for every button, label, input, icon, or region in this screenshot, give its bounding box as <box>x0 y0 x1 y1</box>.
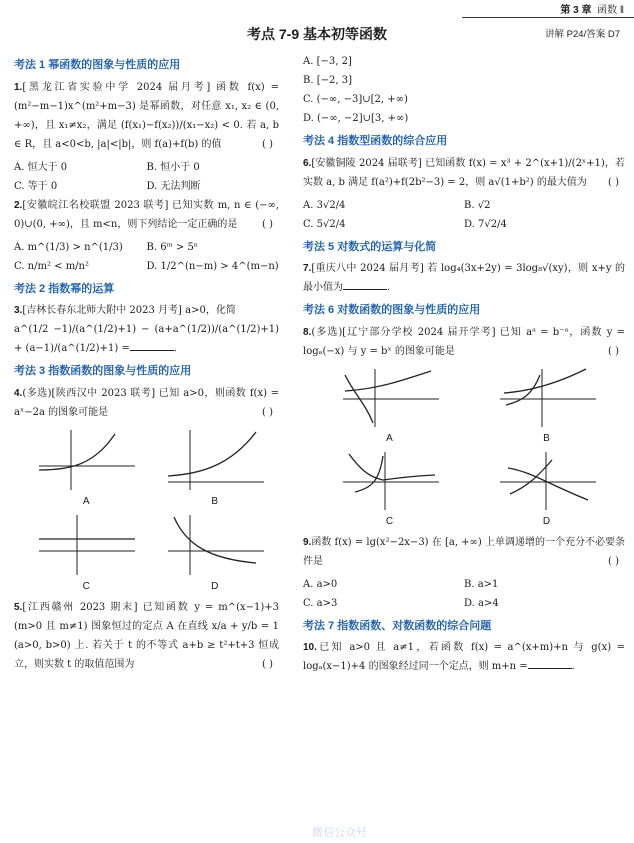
question-1-text: [黑龙江省实验中学 2024 届月考] 函数 f(x) = (m²−m−1)x^(m²+m−3) 是幂函数，对任意 x₁, x₂ ∈ (0, +∞)，且 x₁≠x₂，满足 (f(x₁)−f(x₂))/(x₁−x₂) < 0. 若 a, b ∈ R，且 a<0<b, |a|<|b|，则 f(a)+f(b) 的值 <box>14 81 279 150</box>
option-b: B. a>1 <box>464 578 499 590</box>
header-rule <box>462 17 634 18</box>
question-2: 2.[安徽皖江名校联盟 2023 联考] 已知实数 m, n ∈ (−∞, 0)∪(0, +∞)，且 m<n，则下列结论一定正确的是 ( ) <box>14 199 279 230</box>
section-heading-6: 考法 6 对数函数的图象与性质的应用 <box>303 304 481 316</box>
question-9-options <box>303 575 625 613</box>
right-column <box>303 52 625 680</box>
question-1: 1.[黑龙江省实验中学 2024 届月考] 函数 f(x) = (m²−m−1)x^(m²+m−3) 是幂函数，对任意 x₁, x₂ ∈ (0, +∞)，且 x₁≠x₂，满足 (f(x₁)−f(x₂))/(x₁−x₂) < 0. 若 a, b ∈ R，且 a<0<b, |a|<|b|，则 f(a)+f(b) 的值 ( ) <box>14 81 279 150</box>
question-4-graphs <box>22 426 279 594</box>
page-title: 考点 7-9 基本初等函数 <box>246 26 387 42</box>
question-7-text: [重庆八中 2024 届月考] 若 log₄(3x+2y) = 3log₈√(xy)，则 x+y 的最小值为 <box>303 263 625 293</box>
graph-a: A <box>311 365 468 446</box>
answer-blank <box>130 350 174 351</box>
watermark: 微信公众号 <box>312 826 367 839</box>
graph-a-plot <box>31 426 141 494</box>
question-1-options <box>14 158 279 196</box>
option-c: C. a>3 <box>303 597 338 609</box>
graph-c: C <box>22 511 151 594</box>
chapter-label: 第 3 章 <box>560 5 592 16</box>
option-c: C. 等于 0 <box>14 180 58 192</box>
section-heading-4: 考法 4 指数型函数的综合应用 <box>303 135 448 147</box>
question-3: 3.[吉林长春东北师大附中 2023 月考] a>0，化简 a^(1/2 −1)/(a^(1/2)+1) − (a+a^(1/2))/(a^(1/2)+1) + (a−1)/(a^(1/2)+1) = . <box>14 305 279 354</box>
question-9-text: 函数 f(x) = lg(x²−2x−3) 在 [a, +∞) 上单调递增的一个充分不必要条件是 <box>303 536 625 567</box>
question-3-expression: a^(1/2 −1)/(a^(1/2)+1) − (a+a^(1/2))/(a^(1/2)+1) + (a−1)/(a^(1/2)+1) = <box>14 324 279 354</box>
topic-label: 函数 <box>597 5 618 16</box>
graph-d: D <box>468 448 625 529</box>
question-5-options <box>303 52 625 128</box>
question-6-options <box>303 196 625 234</box>
option-b: B. √2 <box>464 199 491 211</box>
option-c: C. (−∞, −3]∪[2, +∞) <box>303 94 408 105</box>
question-10: 10.已知 a>0 且 a≠1，若函数 f(x) = a^(x+m)+n 与 g(x) = logₐ(x−1)+4 的图象经过同一个定点，则 m+n = . <box>303 642 625 672</box>
answer-blank <box>528 668 572 669</box>
question-2-options <box>14 238 279 276</box>
option-c: C. n/m² < m/n² <box>14 260 89 272</box>
graph-b: B <box>151 426 280 509</box>
question-8-graphs <box>311 365 625 529</box>
graph-d-plot <box>492 448 602 514</box>
option-d: D. 7√2/4 <box>464 218 507 230</box>
graph-a-plot <box>335 365 445 431</box>
section-heading-3: 考法 3 指数函数的图象与性质的应用 <box>14 365 192 377</box>
graph-c: C <box>311 448 468 529</box>
left-column <box>14 52 279 678</box>
graph-b-plot <box>160 426 270 494</box>
answer-blank <box>343 289 387 290</box>
question-5-text: [江西赣州 2023 期末] 已知函数 y = m^(x−1)+3 (m>0 且 m≠1) 图象恒过的定点 A 在直线 x/a + y/b = 1 (a>0, b>0) 上. 若关于 t 的不等式 a+b ≥ t²+t+3 恒成立，则实数 t 的取值范围为 <box>14 601 279 670</box>
question-8: 8.(多选)[辽宁部分学校 2024 届开学考] 已知 aᵃ = b⁻ᵃ，函数 y = logₐ(−x) 与 y = bˣ 的图象可能是 ( ) <box>303 326 625 357</box>
question-8-text: (多选)[辽宁部分学校 2024 届开学考] 已知 aᵃ = b⁻ᵃ，函数 y = logₐ(−x) 与 y = bˣ 的图象可能是 <box>303 326 625 357</box>
question-6: 6.[安徽铜陵 2024 届联考] 已知函数 f(x) = x³ + 2^(x+1)/(2ˣ+1)，若实数 a, b 满足 f(a²)+f(2b²−3) = 2，则 a√(1+b²) 的最大值为 ( ) <box>303 157 625 188</box>
option-d: D. (−∞, −2]∪[3, +∞) <box>303 113 409 124</box>
option-d: D. a>4 <box>464 597 499 609</box>
option-b: B. [−2, 3] <box>303 75 352 86</box>
question-2-text: [安徽皖江名校联盟 2023 联考] 已知实数 m, n ∈ (−∞, 0)∪(0, +∞)，且 m<n，则下列结论一定正确的是 <box>14 199 279 230</box>
option-d: D. 无法判断 <box>146 180 201 192</box>
graph-b: B <box>468 365 625 446</box>
section-heading-2: 考法 2 指数幂的运算 <box>14 282 115 295</box>
graph-a: A <box>22 426 151 509</box>
graph-c-plot <box>31 511 141 579</box>
question-10-text: 已知 a>0 且 a≠1，若函数 f(x) = a^(x+m)+n 与 g(x) = logₐ(x−1)+4 的图象经过同一个定点，则 m+n = <box>303 642 625 672</box>
question-4-text: (多选)[陕西汉中 2023 联考] 已知 a>0，则函数 f(x) = aˣ−2a 的图象可能是 <box>14 387 279 418</box>
graph-b-plot <box>492 365 602 431</box>
section-heading-5: 考法 5 对数式的运算与化简 <box>303 240 437 253</box>
option-a: A. 恒大于 0 <box>14 161 68 173</box>
page-header: 第 3 章 函数 ‖ <box>560 5 624 16</box>
graph-c-plot <box>335 448 445 514</box>
question-9: 9.函数 f(x) = lg(x²−2x−3) 在 [a, +∞) 上单调递增的一个充分不必要条件是 ( ) <box>303 536 625 567</box>
question-5: 5.[江西赣州 2023 期末] 已知函数 y = m^(x−1)+3 (m>0 且 m≠1) 图象恒过的定点 A 在直线 x/a + y/b = 1 (a>0, b>0) 上. 若关于 t 的不等式 a+b ≥ t²+t+3 恒成立，则实数 t 的取值范围为 ( ) <box>14 601 279 670</box>
option-b: B. 恒小于 0 <box>146 161 200 173</box>
option-a: A. 3√2/4 <box>303 199 346 211</box>
option-b: B. 6ᵐ > 5ⁿ <box>146 241 199 253</box>
answer-reference: 讲解 P24/答案 D7 <box>545 29 620 40</box>
graph-d-plot <box>160 511 270 579</box>
question-3-text: [吉林长春东北师大附中 2023 月考] a>0，化简 <box>22 305 236 316</box>
option-a: A. [−3, 2] <box>303 56 352 67</box>
question-6-text: [安徽铜陵 2024 届联考] 已知函数 f(x) = x³ + 2^(x+1)/(2ˣ+1)，若实数 a, b 满足 f(a²)+f(2b²−3) = 2，则 a√(1+b²) 的最大值为 <box>303 157 625 188</box>
question-4: 4.(多选)[陕西汉中 2023 联考] 已知 a>0，则函数 f(x) = aˣ−2a 的图象可能是 ( ) <box>14 387 279 418</box>
option-a: A. a>0 <box>303 578 338 590</box>
option-c: C. 5√2/4 <box>303 218 346 230</box>
graph-d: D <box>151 511 280 594</box>
section-heading-1: 考法 1 幂函数的图象与性质的应用 <box>14 59 181 71</box>
option-d: D. 1/2^(n−m) > 4^(m−n) <box>146 260 279 272</box>
question-7: 7.[重庆八中 2024 届月考] 若 log₄(3x+2y) = 3log₈√(xy)，则 x+y 的最小值为 . <box>303 263 625 293</box>
section-heading-7: 考法 7 指数函数、对数函数的综合问题 <box>303 619 492 632</box>
option-a: A. m^(1/3) > n^(1/3) <box>14 241 123 253</box>
